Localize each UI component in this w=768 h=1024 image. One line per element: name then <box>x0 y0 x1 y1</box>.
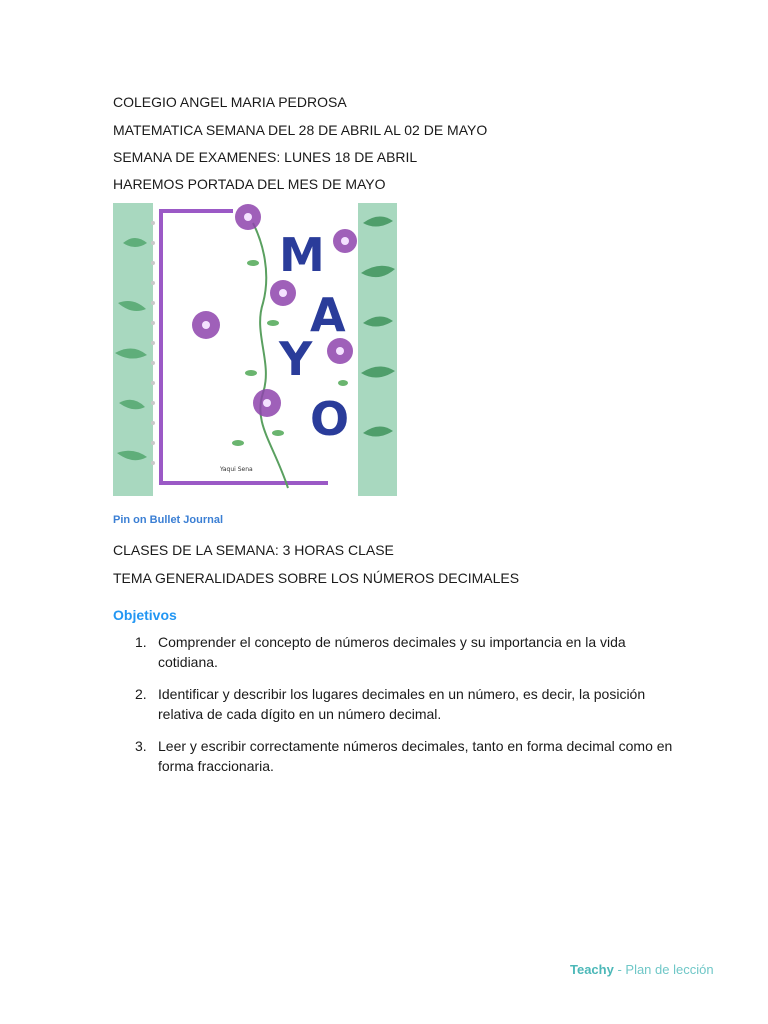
objectives-list <box>113 632 673 788</box>
objective-item <box>113 684 673 724</box>
objective-text: Leer y escribir correctamente números decimales, tanto en forma decimal como en forma fraccionaria. <box>158 738 673 774</box>
objectives-heading: Objetivos <box>113 607 177 623</box>
objective-number: 3. <box>135 738 147 754</box>
cover-letter-a: A <box>310 288 346 342</box>
objective-item <box>113 632 673 672</box>
objective-text: Identificar y describir los lugares decimales en un número, es decir, la posición relativa de cada dígito en un número decimal. <box>158 686 646 722</box>
objective-number: 2. <box>135 686 147 702</box>
objective-number: 1. <box>135 634 147 650</box>
class-hours: CLASES DE LA SEMANA: 3 HORAS CLASE <box>113 542 394 558</box>
school-name: COLEGIO ANGEL MARIA PEDROSA <box>113 94 347 110</box>
footer-brand: Teachy <box>570 962 614 977</box>
exam-week: SEMANA DE EXAMENES: LUNES 18 DE ABRIL <box>113 149 418 165</box>
cover-letter-m: M <box>279 228 325 282</box>
objective-item <box>113 736 673 776</box>
mayo-cover-image <box>113 203 397 496</box>
topic: TEMA GENERALIDADES SOBRE LOS NÚMEROS DECIMALES <box>113 570 520 586</box>
cover-letter-y: Y <box>279 332 313 386</box>
cover-letter-o: O <box>310 392 350 446</box>
objective-text: Comprender el concepto de números decimales y su importancia en la vida cotidiana. <box>158 634 626 670</box>
cover-note: HAREMOS PORTADA DEL MES DE MAYO <box>113 176 386 192</box>
bullet-journal-link[interactable]: Pin on Bullet Journal <box>113 514 224 526</box>
footer-branding <box>570 962 714 977</box>
cover-signature: Yaqui Sena <box>220 466 253 473</box>
footer-doc-type: - Plan de lección <box>613 962 714 977</box>
subject-week: MATEMATICA SEMANA DEL 28 DE ABRIL AL 02 DE MAYO <box>113 122 488 138</box>
